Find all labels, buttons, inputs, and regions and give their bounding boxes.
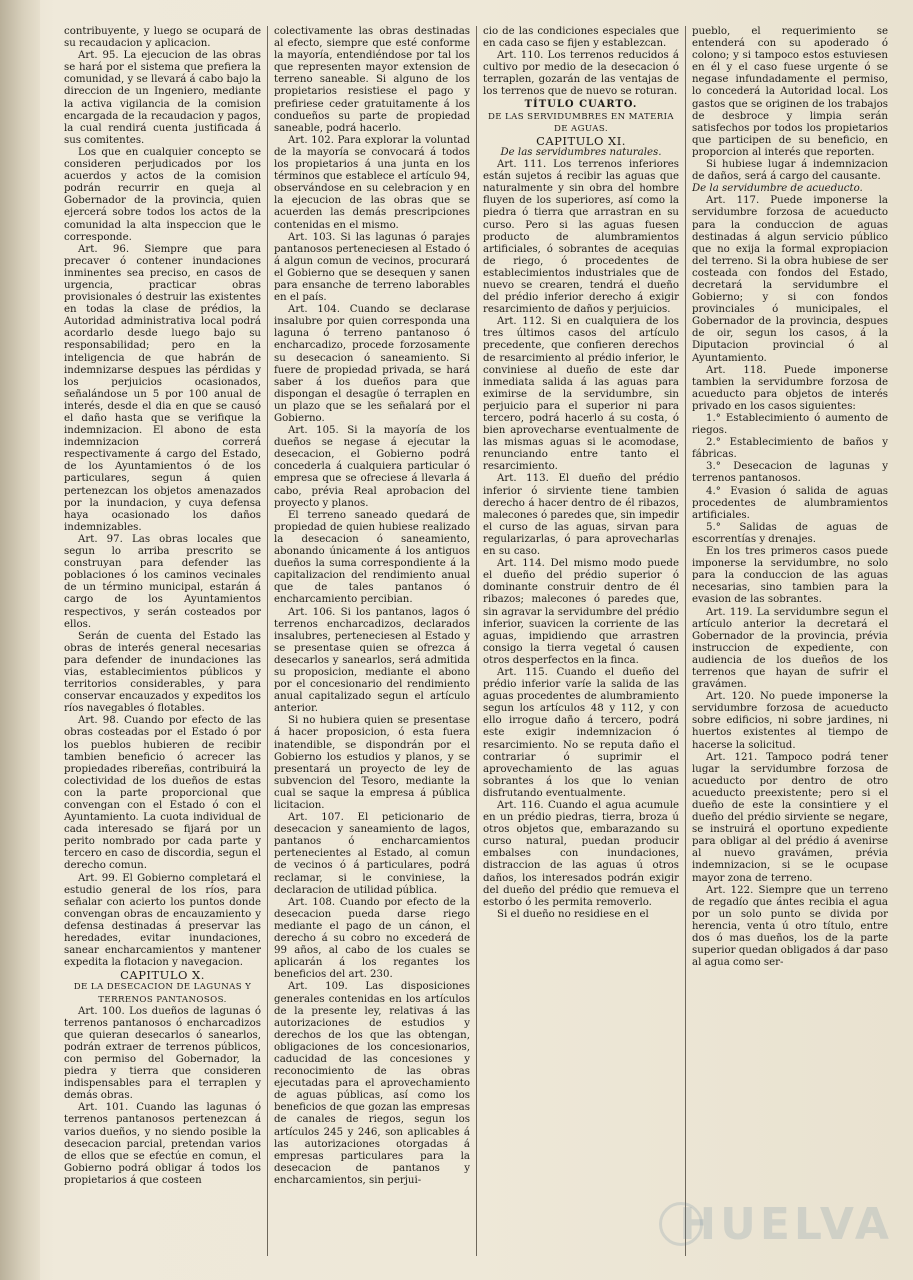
paragraph: Art. 97. Las obras locales que segun lo arriba prescrito se construyan para defender las poblaciones ó los caminos vecinales de un término municipal, estarán á cargo de los Ayuntamientos respectivos, y serán costeados por ellos.: [64, 533, 261, 630]
paragraph: El terreno saneado quedará de propiedad de quien hubiese realizado la desecacion ó saneamiento, abonando únicamente á los antiguos dueños la suma correspondiente á la capitalizacion del rendimiento anual que de tales pantanos ó encharcamiento percibian.: [274, 509, 470, 606]
paragraph: Art. 95. La ejecucion de las obras se hará por el sistema que prefiera la comunidad, y se llevará á cabo bajo la direccion de un Ingeniero, mediante la activa vigilancia de la comision encargada de la recaudacion y pagos, la cual rendirá cuenta justificada á sus comitentes.: [64, 50, 261, 146]
paragraph: colectivamente las obras destinadas al efecto, siempre que esté conforme la mayoría, entendiéndose por tal los que representen mayor extension de terreno saneable. Si alguno de los propietarios resistiese el pago y prefiriese ceder gratuitamente á los condueños su parte de propiedad saneable, podrá hacerlo.: [274, 26, 470, 134]
paragraph: Los que en cualquier concepto se consideren perjudicados por los acuerdos y actos de la comision podrán recurrir en queja al Gobernador de la provincia, quien ejercerá sobre todos los actos de la comunidad la alta inspeccion que le corresponde.: [64, 146, 261, 243]
section-heading: CAPITULO X.: [120, 968, 205, 983]
column-4: [685, 26, 894, 1256]
paragraph: Art. 121. Tampoco podrá tener lugar la servidumbre forzosa de acueducto por dentro de otro acueducto preexistente; pero si el dueño de este la consintiere y el dueño del prédio sirviente se negare, se instruirá el oportuno expediente para obligar al del prédio á avenirse al nuevo gravámen, prévia indemnizacion, si se le ocupase mayor zona de terreno.: [692, 751, 888, 884]
paragraph: Art. 96. Siempre que para precaver ó contener inundaciones inminentes sea preciso, en casos de urgencia, practicar obras provisionales ó destruir las existentes en todas la clase de prédios, la Autoridad administrativa local podrá acordarlo desde luego bajo su responsabilidad; pero en la inteligencia de que habrán de indemnizarse despues las pérdidas y los perjuicios ocasionados, señalándose un 5 por 100 anual de interés, desde el dia en que se causó el daño hasta que se verifique la indemnizacion. El abono de esta indemnizacion correrá respectivamente á cargo del Estado, de los Ayuntamientos ó de los particulares, segun á quien pertenezcan los objetos amenazados por la inundacion, y cuya defensa haya ocasionado los daños indemnizables.: [64, 243, 261, 533]
paragraph: Si el dueño no residiese en el: [497, 908, 649, 920]
paragraph: 1.° Establecimiento ó aumento de riegos.: [692, 413, 888, 437]
paragraph: Si no hubiera quien se presentase á hacer proposicion, ó esta fuera inatendible, se dispondrán por el Gobierno los estudios y planos, y se presentará un proyecto de ley de subvencion del Tesoro, mediante la cual se saque la empresa á pública licitacion.: [274, 715, 470, 811]
section-heading: TÍTULO CUARTO.: [524, 98, 638, 110]
section-heading: DE LAS SERVIDUMBRES EN MATERIA DE AGUAS.: [487, 111, 675, 134]
column-2: [267, 26, 476, 1256]
paragraph: Art. 113. El dueño del prédio inferior ó sirviente tiene tambien derecho á hacer dentro de él ribazos, malecones ó paredes que, sin impedir el curso de las aguas, sirvan para regularizarlas, ó para aprovecharlas en su caso.: [483, 473, 679, 558]
paragraph: Art. 103. Si las lagunas ó parajes pantanosos perteneciesen al Estado ó á algun comun de vecinos, procurará el Gobierno que se desequen y sanen para ensanche de terreno laborables en el país.: [274, 231, 470, 304]
paragraph: 5.° Salidas de aguas de escorrentías y drenajes.: [692, 521, 888, 545]
page-spine-shadow: [0, 0, 40, 1280]
paragraph: pueblo, el requerimiento se entenderá con su apoderado ó colono; y si tampoco estos estuviesen en él y el caso fuese urgente ó se negase infundadamente el permiso, lo concederá la Autoridad local. Los gastos que se originen de los trabajos de desbroce y limpia serán satisfechos por todos los propietarios que participen de su beneficio, en proporcion al interés que reporten.: [692, 26, 888, 158]
text-columns: [58, 26, 895, 1256]
paragraph: Art. 107. El peticionario de desecacion y saneamiento de lagos, pantanos ó encharcamientos pertenecientes al Estado, al comun de vecinos ó á particulares, podrá reclamar, si le conviniese, la declaracion de utilidad pública.: [274, 812, 470, 896]
paragraph: Art. 100. Los dueños de lagunas ó terrenos pantanosos ó encharcadizos que quieran desecarlos ó sanearlos, podrán extraer de terrenos públicos, con permiso del Gobernador, la piedra y tierra que consideren indispensables para el terraplen y demás obras.: [64, 1005, 261, 1102]
section-heading: CAPITULO XI.: [536, 133, 626, 148]
section-heading: De las servidumbres naturales.: [500, 146, 662, 158]
watermark-text: HUELVA: [679, 1199, 893, 1250]
paragraph: Art. 106. Si los pantanos, lagos ó terrenos encharcadizos, declarados insalubres, perteneciesen al Estado y se presentase quien se ofrezca á desecarlos y sanearlos, será admitida su proposicion, mediante el abono por el concesionario del rendimiento anual capitalizado segun el artículo anterior.: [274, 606, 470, 715]
paragraph: Art. 101. Cuando las lagunas ó terrenos pantanosos pertenezcan á varios dueños, y no siendo posible la desecacion parcial, pretendan varios de ellos que se efectúe en comun, el Gobierno podrá obligar á todos los propietarios á que costeen: [64, 1102, 261, 1186]
column-3: [476, 26, 685, 1256]
paragraph: Art. 122. Siempre que un terreno de regadío que ántes recibia el agua por un solo punto se divida por herencia, venta ú otro título, entre dos ó mas dueños, los de la parte superior quedan obligados á dar paso al agua como ser-: [692, 884, 888, 969]
paragraph: contribuyente, y luego se ocupará de su recaudacion y aplicacion.: [64, 26, 261, 50]
paragraph: Art. 111. Los terrenos inferiores están sujetos á recibir las aguas que naturalmente y sin obra del hombre fluyen de los superiores, así como la piedra ó tierra que arrastran en su curso. Pero si las aguas fuesen producto de alumbramientos artificiales, ó sobrantes de acequias de riego, ó procedentes de establecimientos industriales que de nuevo se crearen, tendrá el dueño del prédio inferior derecho á exigir resarcimiento de daños y perjuicios.: [483, 159, 679, 316]
column-1: [58, 26, 267, 1256]
paragraph: Si hubiese lugar á indemnizacion de daños, será á cargo del causante.: [692, 159, 888, 183]
paragraph: Art. 115. Cuando el dueño del prédio inferior varíe la salida de las aguas procedentes de alumbramiento segun los artículos 48 y 112, y con ello irrogue daño á tercero, podrá este exigir indemnizacion ó resarcimiento. No se reputa daño el contrariar ó suprimir el aprovechamiento de las aguas sobrantes á los que lo venian disfrutando eventualmente.: [483, 666, 679, 799]
paragraph: Art. 98. Cuando por efecto de las obras costeadas por el Estado ó por los pueblos hubieren de recibir tambien beneficio ó acrecer las propiedades ribereñas, contribuirá la colectividad de los dueños de estas con la parte proporcional que convengan con el Estado ó con el Ayuntamiento. La cuota individual de cada interesado se fijará por un perito nombrado por cada parte y tercero en caso de discordia, segun el derecho comun.: [64, 715, 261, 872]
paragraph: Art. 108. Cuando por efecto de la desecacion pueda darse riego mediante el pago de un cánon, el derecho á su cobro no excederá de 99 años, al cabo de los cuales se aplicarán á los regantes los beneficios del art. 230.: [274, 896, 470, 981]
paragraph: Art. 114. Del mismo modo puede el dueño del prédio superior ó dominante construir dentro de él ribazos; malecones ó paredes que, sin agravar la servidumbre del prédio inferior, suavicen la corriente de las aguas, impidiendo que arrastren consigo la tierra vegetal ó causen otros desperfectos en la finca.: [483, 558, 679, 666]
paragraph: cio de las condiciones especiales que en cada caso se fijen y establezcan.: [483, 26, 679, 50]
paragraph: Serán de cuenta del Estado las obras de interés general necesarias para defender de inundaciones las vias, establecimientos públicos y territorios considerables, y para conservar encauzados y expeditos los ríos navegables ó flotables.: [64, 630, 261, 715]
paragraph: Art. 99. El Gobierno completará el estudio general de los ríos, para señalar con acierto los puntos donde convengan obras de encauzamiento y defensa destinadas á preservar las heredades, evitar inundaciones, sanear encharcamientos y mantener expedita la flotacion y navegacion.: [64, 872, 261, 969]
paragraph: Art. 112. Si en cualquiera de los tres últimos casos del artículo precedente, que confieren derechos de resarcimiento al prédio inferior, le conviniese al dueño de este dar inmediata salida á las aguas para eximirse de la servidumbre, sin perjuicio para el superior ni para tercero, podrá hacerlo á su costa, ó bien aprovecharse eventualmente de las mismas aguas si le acomodase, renunciando entre tanto el resarcimiento.: [483, 316, 679, 473]
paragraph: En los tres primeros casos puede imponerse la servidumbre, no solo para la conduccion de las aguas necesarias, sino tambien para la evasion de las sobrantes.: [692, 546, 888, 606]
paragraph: Art. 109. Las disposiciones generales contenidas en los artículos de la presente ley, relativas á las autorizaciones de estudios y derechos de los que las obtengan, obligaciones de los concesionarios, caducidad de las concesiones y reconocimiento de las obras ejecutadas para el aprovechamiento de aguas públicas, así como los beneficios de que gozan las empresas de canales de riegos, segun los artículos 245 y 246, son aplicables á las autorizaciones otorgadas á empresas particulares para la desecacion de pantanos y encharcamientos, sin perjui-: [274, 981, 470, 1186]
paragraph: Art. 104. Cuando se declarase insalubre por quien corresponda una laguna ó terreno pantanoso ó encharcadizo, procede forzosamente su desecacion ó saneamiento. Si fuere de propiedad privada, se hará saber á los dueños para que dispongan el desagüe ó terraplen en un plazo que se les señalará por el Gobierno.: [274, 304, 470, 424]
paragraph: Art. 105. Si la mayoría de los dueños se negase á ejecutar la desecacion, el Gobierno podrá concederla á cualquiera particular ó empresa que se ofreciese á llevarla á cabo, prévia Real aprobacion del proyecto y planos.: [274, 425, 470, 509]
paragraph: Art. 102. Para explorar la voluntad de la mayoría se convocará á todos los propietarios á una junta en los términos que establece el artículo 94, observándose en su celebracion y en la ejecucion de las obras que se acuerden las demás prescripciones contenidas en el mismo.: [274, 134, 470, 231]
section-heading: DE LA DESECACION DE LAGUNAS Y TERRENOS PANTANOSOS.: [73, 982, 252, 1005]
paragraph: 4.° Evasion ó salida de aguas procedentes de alumbramientos artificiales.: [692, 485, 888, 521]
section-heading: De la servidumbre de acueducto.: [692, 183, 863, 195]
paragraph: Art. 120. No puede imponerse la servidumbre forzosa de acueducto sobre edificios, ni sobre jardines, ni huertos existentes al tiempo de hacerse la solicitud.: [692, 691, 888, 751]
paragraph: Art. 116. Cuando el agua acumule en un prédio piedras, tierra, broza ú otros objetos que, embarazando su curso natural, puedan producir embalses con inundaciones, distraccion de las aguas ú otros daños, los interesados podrán exigir del dueño del prédio que remueva el estorbo ó les permita removerlo.: [483, 800, 679, 908]
paragraph: 3.° Desecacion de lagunas y terrenos pantanosos.: [692, 461, 888, 485]
paragraph: Art. 110. Los terrenos reducidos á cultivo por medio de la desecacion ó terraplen, gozarán de las ventajas de los terrenos que de nuevo se roturan.: [483, 50, 679, 98]
paragraph: Art. 118. Puede imponerse tambien la servidumbre forzosa de acueducto para objetos de interés privado en los casos siguientes:: [692, 364, 888, 412]
paragraph: Art. 119. La servidumbre segun el artículo anterior la decretará el Gobernador de la provincia, prévia instruccion de expediente, con audiencia de los dueños de los terrenos que hayan de sufrir el gravámen.: [692, 606, 888, 691]
paragraph: Art. 117. Puede imponerse la servidumbre forzosa de acueducto para la conduccion de aguas destinadas á algun servicio público que no exija la formal expropiacion del terreno. Si la obra hubiese de ser costeada con fondos del Estado, decretará la servidumbre el Gobierno; y si con fondos provinciales ó municipales, el Gobernador de la provincia, despues de oir, segun los casos, á la Diputacion provincial ó al Ayuntamiento.: [692, 195, 888, 364]
paragraph: 2.° Establecimiento de baños y fábricas.: [692, 437, 888, 461]
